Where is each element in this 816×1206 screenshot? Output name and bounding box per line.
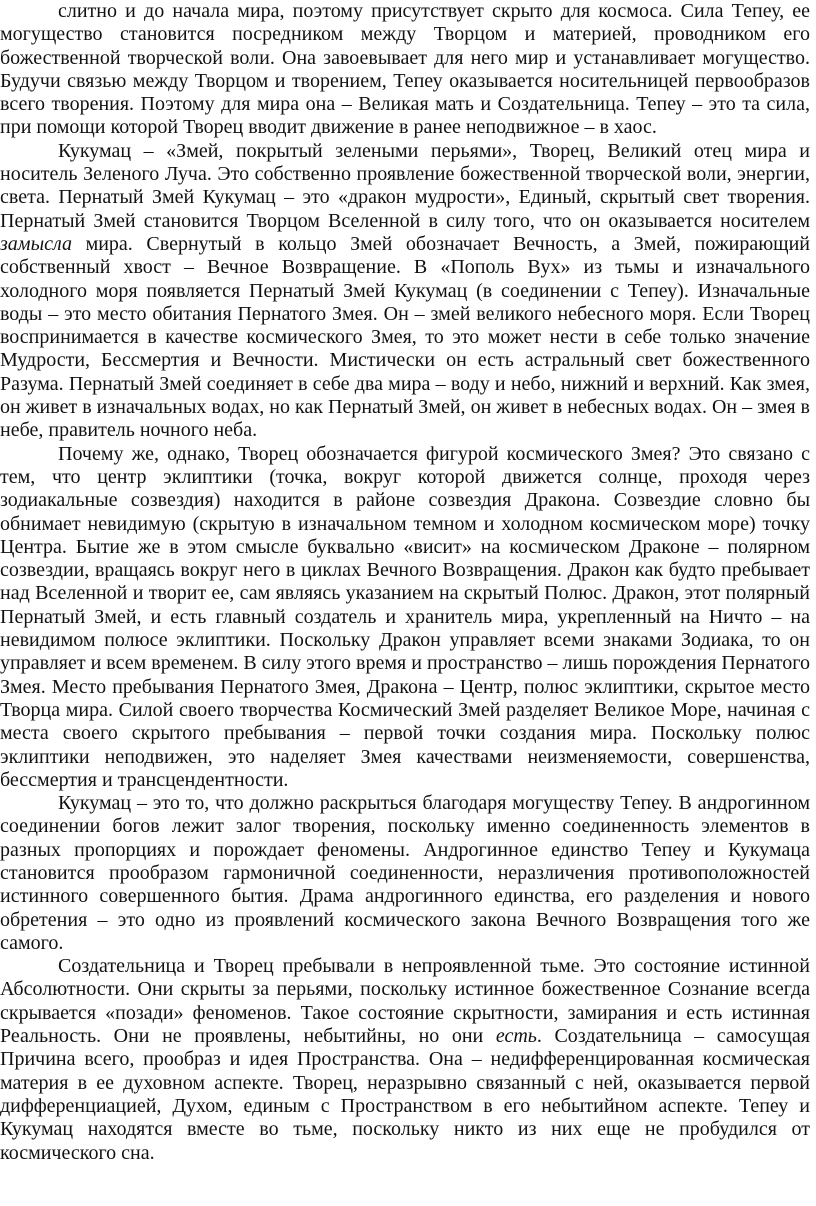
paragraph-4: Кукумац – это то, что должно раскрыться благодаря могуществу Тепеу. В андрогинном соединении богов лежит залог творения, поскольку именно соединенность элементов в разных пропорциях и порождает феномены. Андрогинное единство Тепеу и Кукумаца становится прообразом гармоничной соединенности, неразличения противоположностей истинного совершенного бытия. Драма андрогинного единства, его разделения и нового обретения – это одно из проявлений космического закона Вечного Возвращения того же самого. [0,792,810,954]
paragraph-2-text-after: мира. Свернутый в кольцо Змей обозначает Вечность, а Змей, пожирающий собственный хвост – Вечное Возвращение. В «Пополь Вух» из тьмы и изначального холодного моря появляется Пернатый Змей Кукумац (в соединении с Тепеу). Изначальные воды – это место обитания Пернатого Змея. Он – змей великого небесного моря. Если Творец воспринимается в качестве космического Змея, то это может нести в себе только значение Мудрости, Бессмертия и Вечности. Мистически он есть астральный свет божественного Разума. Пернатый Змей соединяет в себе два мира – воду и небо, нижний и верхний. Как змея, он живет в изначальных водах, но как Пернатый Змей, он живет в небесных водах. Он – змея в небе, правитель ночного неба. [0,232,810,442]
paragraph-2-text-before: Кукумац – «Змей, покрытый зелеными перьями», Творец, Великий отец мира и носитель Зеленого Луча. Это собственно проявление божественной творческой воли, энергии, света. Пернатый Змей Кукумац – это «дракон мудрости», Единый, скрытый свет творения. Пернатый Змей становится Творцом Вселенной в силу того, что он оказывается носителем [0,139,810,232]
paragraph-5 [0,955,810,1165]
paragraph-3: Почему же, однако, Творец обозначается фигурой космического Змея? Это связано с тем, что центр эклиптики (точка, вокруг которой движется солнце, проходя через зодиакальные созвездия) находится в районе созвездия Дракона. Созвездие словно бы обнимает невидимую (скрытую в изначальном темном и холодном космическом море) точку Центра. Бытие же в этом смысле буквально «висит» на космическом Драконе – полярном созвездии, вращаясь вокруг него в циклах Вечного Возвращения. Дракон как будто пребывает над Вселенной и творит ее, сам являясь указанием на скрытый Полюс. Дракон, этот полярный Пернатый Змей, и есть главный создатель и хранитель мира, укрепленный на Ничто – на невидимом полюсе эклиптики. Поскольку Дракон управляет всеми знаками Зодиака, то он управляет и всем временем. В силу этого время и пространство – лишь порождения Пернатого Змея. Место пребывания Пернатого Змея, Дракона – Центр, полюс эклиптики, скрытое место Творца мира. Силой своего творчества Космический Змей разделяет Великое Море, начиная с места своего скрытого пребывания – первой точки создания мира. Поскольку полюс эклиптики неподвижен, это наделяет Змея качествами неизменяемости, совершенства, бессмертия и трансцендентности. [0,442,810,791]
paragraph-2 [0,140,810,443]
paragraph-1: слитно и до начала мира, поэтому присутствует скрыто для космоса. Сила Тепеу, ее могущество становится посредником между Творцом и материей, проводником его божественной творческой воли. Она завоевывает для него мир и устанавливает могущество. Будучи связью между Творцом и творением, Тепеу оказывается носительницей первообразов всего творения. Поэтому для мира она – Великая мать и Создательница. Тепеу – это та сила, при помощи которой Творец вводит движение в ранее неподвижное – в хаос. [0,0,810,139]
paragraph-2-emphasis: замысла [0,232,72,255]
paragraph-5-emphasis: есть [495,1025,537,1048]
paragraph-5-text-after: . Создательница – самосущая Причина всего, прообраз и идея Пространства. Она – недифференцированная космическая материя в ее духовном аспекте. Творец, неразрывно связанный с ней, оказывается первой дифференциацией, Духом, единым с Пространством в его небытийном аспекте. Тепеу и Кукумац находятся вместе во тьме, поскольку никто из них еще не пробудился от космического сна. [0,1025,810,1164]
paragraph-5-text-before: Создательница и Творец пребывали в непроявленной тьме. Это состояние истинной Абсолютности. Они скрыты за перьями, поскольку истинное божественное Сознание всегда скрывается «позади» феноменов. Такое состояние скрытности, замирания и есть истинная Реальность. Они не проявлены, небытийны, но они [0,955,810,1048]
